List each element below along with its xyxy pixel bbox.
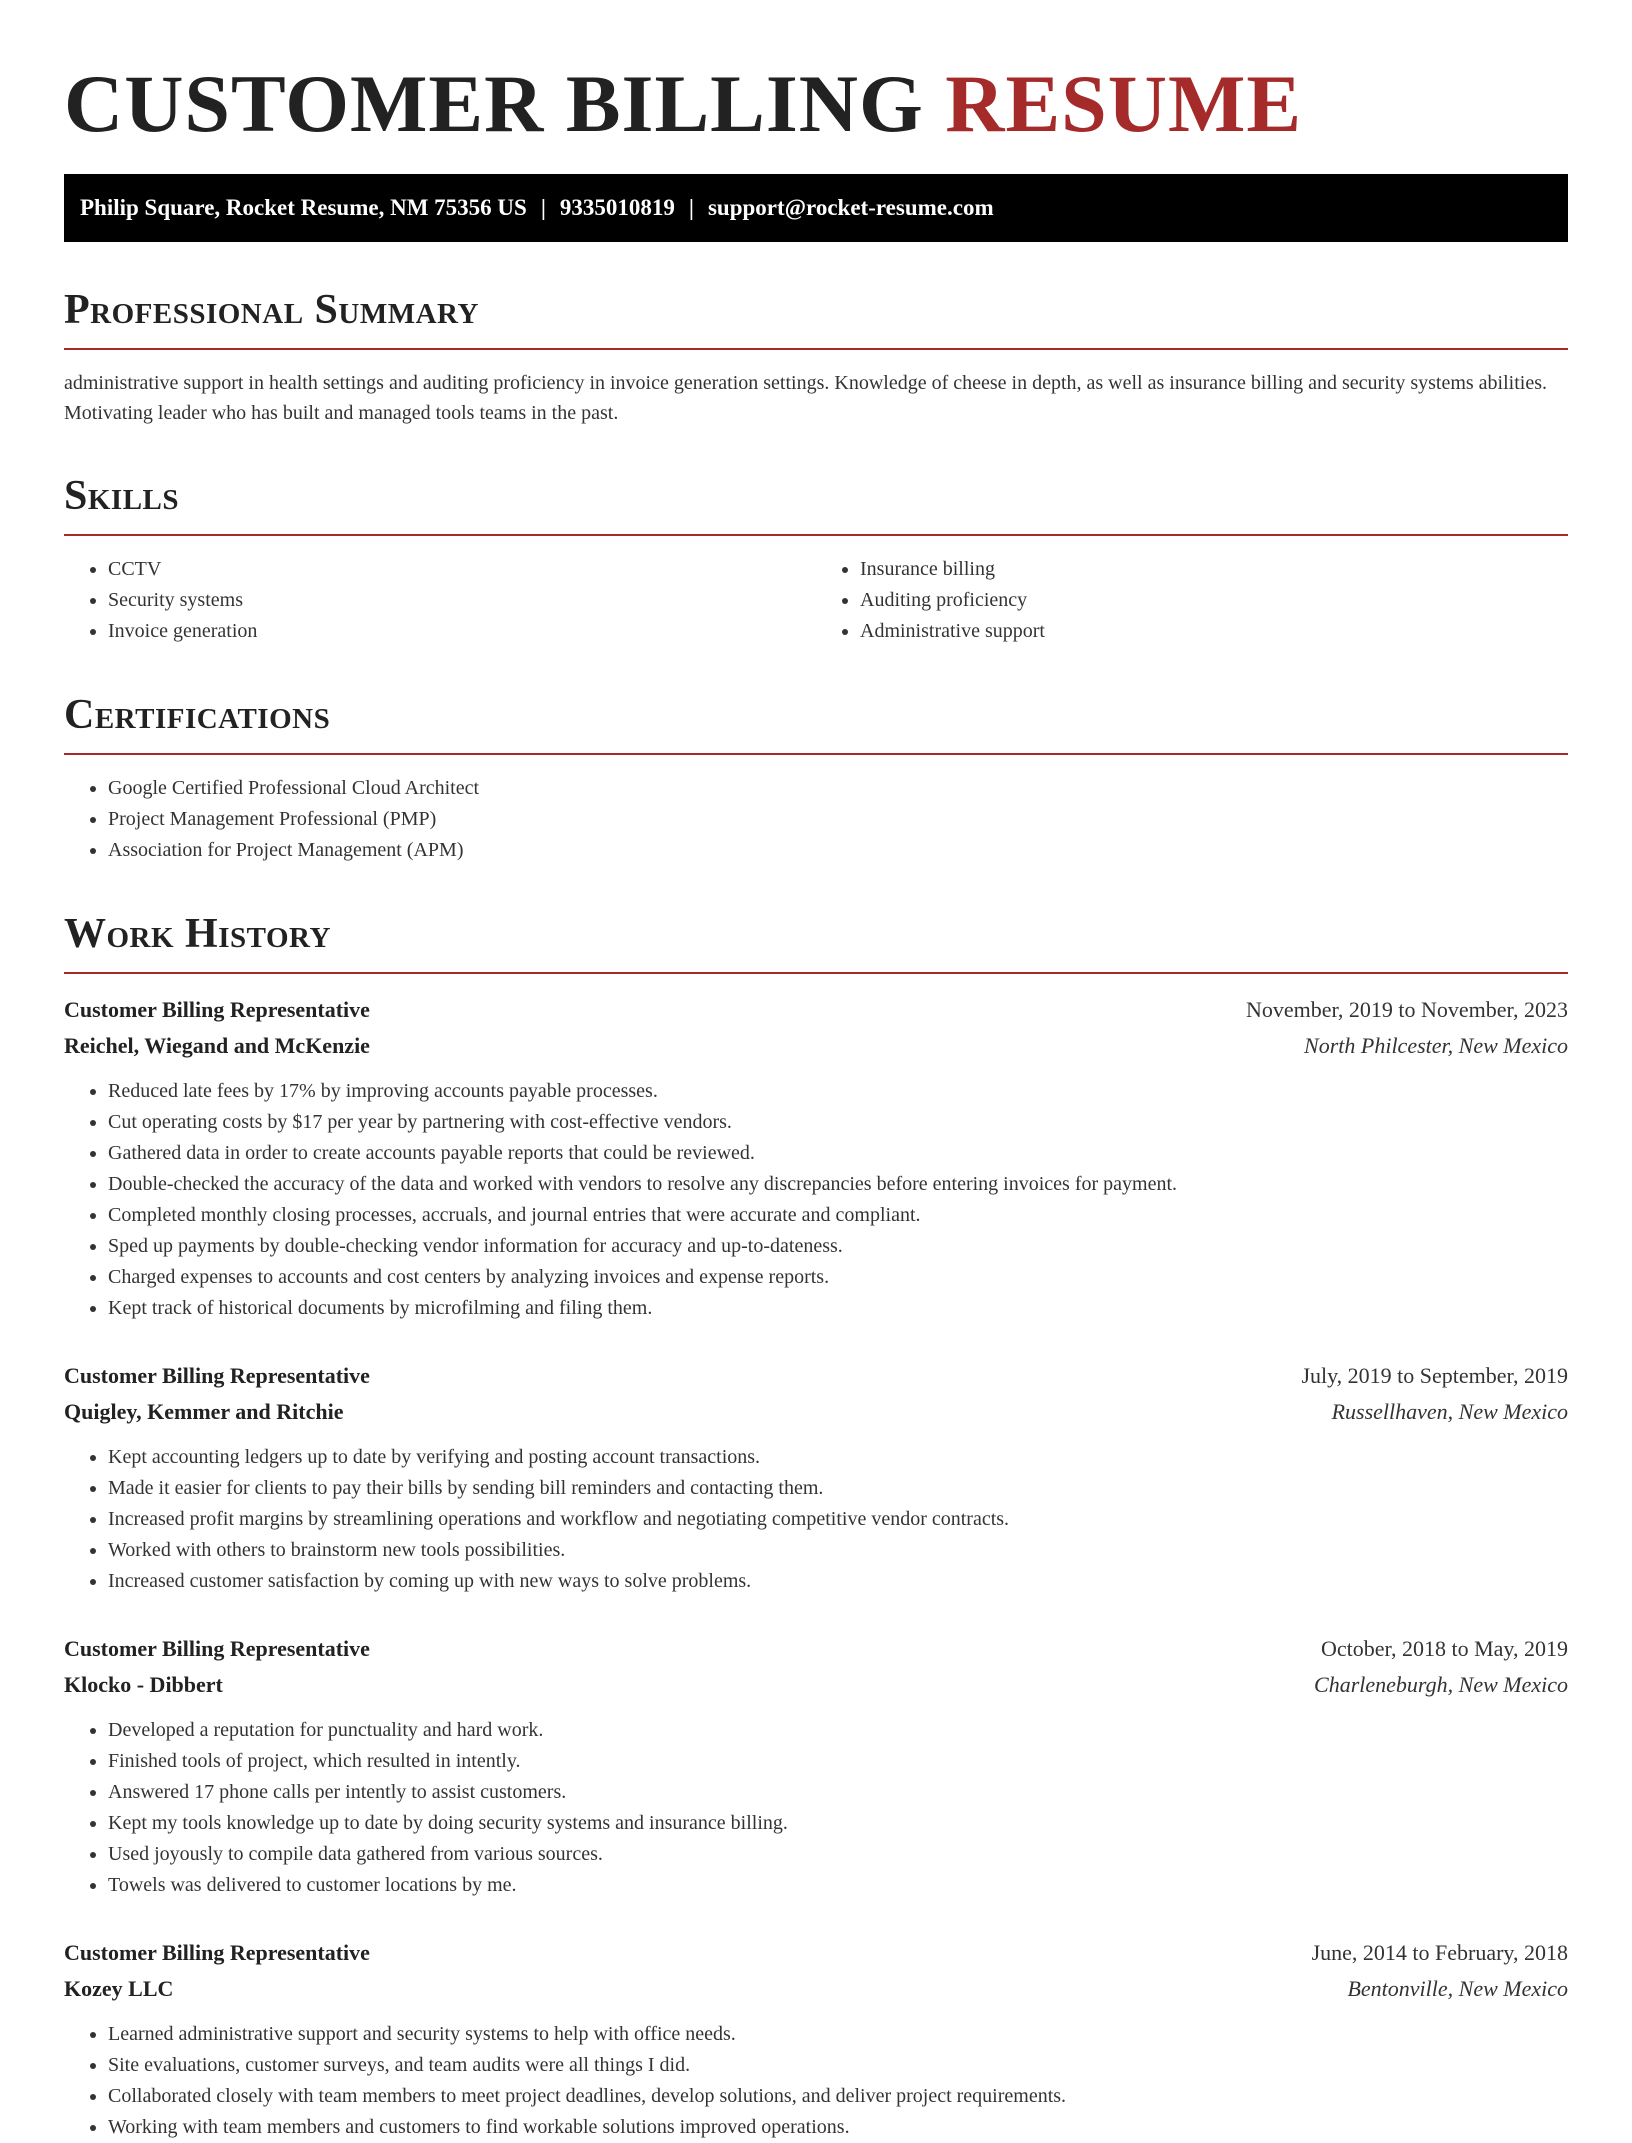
- contact-address: Philip Square, Rocket Resume, NM 75356 US: [80, 195, 527, 220]
- job-bullet: • Collaborated closely with team members to meet project deadlines, develop solutions, and deliver project requirements.: [108, 2081, 1568, 2112]
- job-location: Charleneburgh, New Mexico: [1314, 1672, 1568, 1697]
- section-divider: [64, 348, 1568, 350]
- certifications-section: [64, 691, 1568, 866]
- work-history-section: [64, 910, 1568, 2143]
- job-bullets: [64, 1076, 1568, 1324]
- job-bullet: • Learned administrative support and security systems to help with office needs.: [108, 2019, 1568, 2050]
- job-company: Kozey LLC: [64, 1976, 174, 2001]
- contact-phone: 9335010819: [559, 195, 675, 220]
- certification-item: • Project Management Professional (PMP): [108, 804, 1568, 835]
- job-dates: July, 2019 to September, 2019: [1301, 1363, 1568, 1388]
- resume-title-accent: RESUME: [945, 58, 1303, 149]
- skills-list-right: [816, 554, 1568, 647]
- job-company: Reichel, Wiegand and McKenzie: [64, 1033, 370, 1058]
- job-bullet: • Reduced late fees by 17% by improving accounts payable processes.: [108, 1076, 1568, 1107]
- job-bullet: • Made it easier for clients to pay their bills by sending bill reminders and contacting them.: [108, 1473, 1568, 1504]
- contact-separator: |: [688, 195, 694, 220]
- job-title: Customer Billing Representative: [64, 1636, 370, 1661]
- job-subheader-row: [64, 1667, 1568, 1703]
- section-divider: [64, 753, 1568, 755]
- certifications-list: [64, 773, 1568, 866]
- job-bullet: • Used joyously to compile data gathered from various sources.: [108, 1839, 1568, 1870]
- job-entry: [64, 1631, 1568, 1901]
- job-location: North Philcester, New Mexico: [1304, 1033, 1568, 1058]
- job-bullet: • Cut operating costs by $17 per year by partnering with cost-effective vendors.: [108, 1107, 1568, 1138]
- job-title: Customer Billing Representative: [64, 997, 370, 1022]
- certification-item: • Google Certified Professional Cloud Architect: [108, 773, 1568, 804]
- job-bullet: • Gathered data in order to create accounts payable reports that could be reviewed.: [108, 1138, 1568, 1169]
- summary-heading: Professional Summary: [64, 287, 479, 333]
- job-bullet: • Kept my tools knowledge up to date by doing security systems and insurance billing.: [108, 1808, 1568, 1839]
- job-dates: June, 2014 to February, 2018: [1311, 1940, 1568, 1965]
- job-entry: [64, 992, 1568, 1324]
- job-dates: November, 2019 to November, 2023: [1245, 997, 1568, 1022]
- job-bullet: • Working with team members and customers to find workable solutions improved operations.: [108, 2112, 1568, 2143]
- job-bullet: • Kept track of historical documents by microfilming and filing them.: [108, 1293, 1568, 1324]
- job-bullets: [64, 1442, 1568, 1597]
- job-bullet: • Finished tools of project, which resulted in intently.: [108, 1746, 1568, 1777]
- contact-email[interactable]: support@rocket-resume.com: [707, 195, 994, 220]
- skill-item: • Administrative support: [860, 616, 1568, 647]
- job-company: Quigley, Kemmer and Ritchie: [64, 1399, 344, 1424]
- job-bullet: • Towels was delivered to customer locations by me.: [108, 1870, 1568, 1901]
- job-header-row: [64, 992, 1568, 1028]
- job-bullets: [64, 2019, 1568, 2143]
- job-header-row: [64, 1935, 1568, 1971]
- skills-grid: [64, 554, 1568, 647]
- job-bullet: • Worked with others to brainstorm new tools possibilities.: [108, 1535, 1568, 1566]
- job-title: Customer Billing Representative: [64, 1363, 370, 1388]
- resume-title: [64, 58, 1568, 150]
- job-bullet: • Developed a reputation for punctuality and hard work.: [108, 1715, 1568, 1746]
- job-bullet: • Increased customer satisfaction by coming up with new ways to solve problems.: [108, 1566, 1568, 1597]
- job-bullet: • Charged expenses to accounts and cost centers by analyzing invoices and expense reports.: [108, 1262, 1568, 1293]
- skill-item: • CCTV: [108, 554, 816, 585]
- job-bullet: • Kept accounting ledgers up to date by verifying and posting account transactions.: [108, 1442, 1568, 1473]
- job-company: Klocko - Dibbert: [64, 1672, 223, 1697]
- job-entry: [64, 1358, 1568, 1597]
- contact-bar: [64, 174, 1568, 242]
- skill-item: • Insurance billing: [860, 554, 1568, 585]
- job-bullet: • Completed monthly closing processes, accruals, and journal entries that were accurate and compliant.: [108, 1200, 1568, 1231]
- skill-item: • Invoice generation: [108, 616, 816, 647]
- job-location: Russellhaven, New Mexico: [1331, 1399, 1568, 1424]
- skills-section: [64, 472, 1568, 647]
- skills-list-left: [64, 554, 816, 647]
- certification-item: • Association for Project Management (APM): [108, 835, 1568, 866]
- job-bullet: • Sped up payments by double-checking vendor information for accuracy and up-to-dateness.: [108, 1231, 1568, 1262]
- skills-heading: Skills: [64, 473, 180, 519]
- skill-item: • Security systems: [108, 585, 816, 616]
- job-subheader-row: [64, 1028, 1568, 1064]
- job-subheader-row: [64, 1971, 1568, 2007]
- job-bullet: • Site evaluations, customer surveys, and team audits were all things I did.: [108, 2050, 1568, 2081]
- job-header-row: [64, 1631, 1568, 1667]
- contact-separator: |: [540, 195, 546, 220]
- job-bullet: • Increased profit margins by streamlining operations and workflow and negotiating competitive vendor contracts.: [108, 1504, 1568, 1535]
- section-divider: [64, 972, 1568, 974]
- summary-text: administrative support in health settings and auditing proficiency in invoice generation settings. Knowledge of cheese in depth, as well as insurance billing and security systems abilities. Motivating leader who has built and managed tools teams in the past.: [64, 372, 1547, 424]
- job-title: Customer Billing Representative: [64, 1940, 370, 1965]
- job-bullet: • Answered 17 phone calls per intently to assist customers.: [108, 1777, 1568, 1808]
- job-dates: October, 2018 to May, 2019: [1321, 1636, 1568, 1661]
- job-bullet: • Double-checked the accuracy of the data and worked with vendors to resolve any discrepancies before entering invoices for payment.: [108, 1169, 1568, 1200]
- job-header-row: [64, 1358, 1568, 1394]
- work-history-heading: Work History: [64, 911, 331, 957]
- job-subheader-row: [64, 1394, 1568, 1430]
- skill-item: • Auditing proficiency: [860, 585, 1568, 616]
- job-bullets: [64, 1715, 1568, 1901]
- resume-title-main: CUSTOMER BILLING: [64, 58, 924, 149]
- certifications-heading: Certifications: [64, 692, 331, 738]
- section-divider: [64, 534, 1568, 536]
- job-location: Bentonville, New Mexico: [1347, 1976, 1568, 2001]
- summary-section: [64, 286, 1568, 428]
